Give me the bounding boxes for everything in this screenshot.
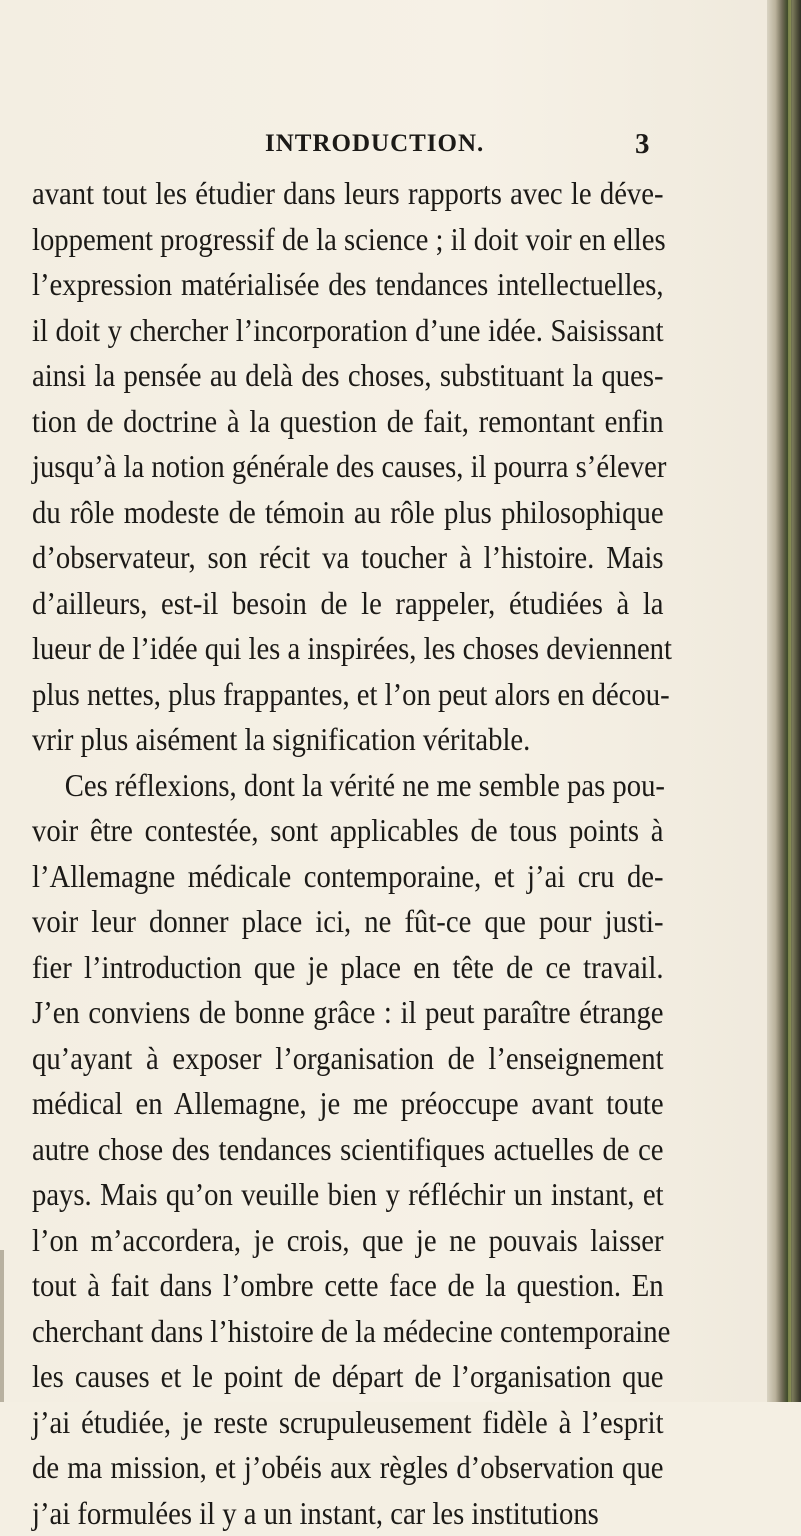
text-line: qu’ayant à exposer l’organisation de l’enseignement [32, 1036, 664, 1082]
text-line: ainsi la pensée au delà des choses, substituant la ques- [32, 353, 664, 399]
text-line: d’ailleurs, est-il besoin de le rappeler, étudiées à la [32, 581, 664, 627]
text-line: voir être contestée, sont applicables de tous points à [32, 808, 664, 854]
text-line: les causes et le point de départ de l’organisation que [32, 1354, 664, 1400]
text-line: avant tout les étudier dans leurs rapports avec le déve- [32, 171, 664, 217]
text-line: voir leur donner place ici, ne fût-ce que pour justi- [32, 899, 664, 945]
text-line: l’expression matérialisée des tendances intellectuelles, [32, 262, 664, 308]
text-line: j’ai formulées il y a un instant, car les institutions [32, 1491, 664, 1536]
page-edge-left [0, 1250, 4, 1402]
text-line: pays. Mais qu’on veuille bien y réfléchir un instant, et [32, 1172, 664, 1218]
text-line: j’ai étudiée, je reste scrupuleusement fidèle à l’esprit [32, 1400, 664, 1446]
text-line: J’en conviens de bonne grâce : il peut paraître étrange [32, 990, 664, 1036]
text-line: fier l’introduction que je place en tête de ce travail. [32, 945, 664, 991]
text-line: tout à fait dans l’ombre cette face de la question. En [32, 1263, 664, 1309]
text-line: l’on m’accordera, je crois, que je ne pouvais laisser [32, 1218, 664, 1264]
text-line: l’Allemagne médicale contemporaine, et j’ai cru de- [32, 854, 664, 900]
book-spine-edge [767, 0, 801, 1402]
text-line: cherchant dans l’histoire de la médecine contemporaine [32, 1309, 664, 1355]
text-line: vrir plus aisément la signification véritable. [32, 717, 664, 763]
text-line: plus nettes, plus frappantes, et l’on peut alors en décou- [32, 672, 664, 718]
running-head [265, 130, 665, 170]
text-line: médical en Allemagne, je me préoccupe avant toute [32, 1081, 664, 1127]
spine-stripe [788, 0, 791, 1402]
text-line: Ces réflexions, dont la vérité ne me semble pas pou- [32, 763, 664, 809]
text-line: il doit y chercher l’incorporation d’une idée. Saisissant [32, 308, 664, 354]
page-number: 3 [635, 128, 650, 161]
body-text [32, 171, 664, 1536]
text-line: loppement progressif de la science ; il doit voir en elles [32, 217, 664, 263]
text-line: lueur de l’idée qui les a inspirées, les choses deviennent [32, 626, 664, 672]
text-line: du rôle modeste de témoin au rôle plus philosophique [32, 490, 664, 536]
text-line: jusqu’à la notion générale des causes, il pourra s’élever [32, 444, 664, 490]
text-line: tion de doctrine à la question de fait, remontant enfin [32, 399, 664, 445]
text-line: d’observateur, son récit va toucher à l’histoire. Mais [32, 535, 664, 581]
chapter-title: INTRODUCTION. [265, 130, 484, 158]
text-line: autre chose des tendances scientifiques actuelles de ce [32, 1127, 664, 1173]
text-line: de ma mission, et j’obéis aux règles d’observation que [32, 1445, 664, 1491]
